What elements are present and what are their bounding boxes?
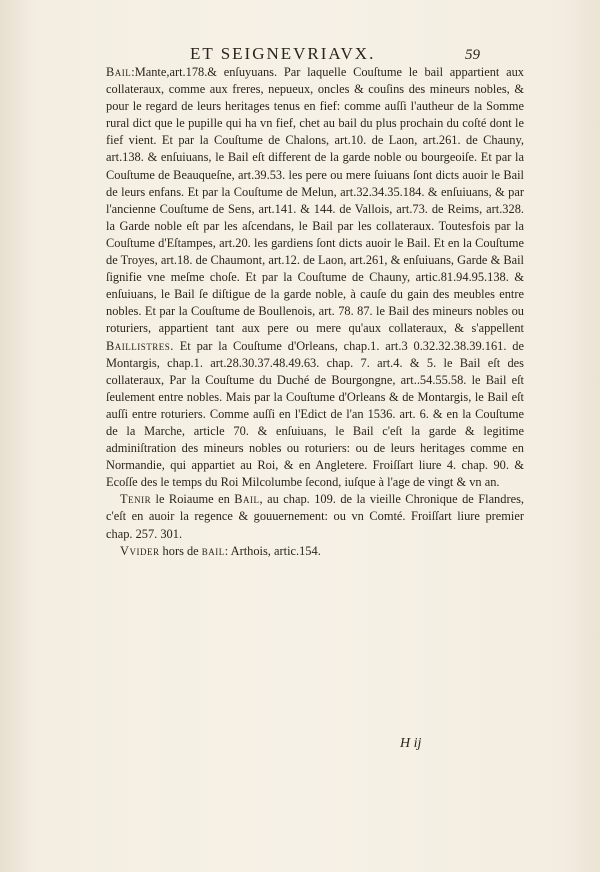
body-text [106, 64, 524, 560]
running-head: ET SEIGNEVRIAVX. [190, 44, 376, 63]
lead-word: Tenir [120, 492, 152, 507]
paragraph-text-cont: : Arthois, artic.154. [224, 543, 321, 558]
paragraph-text: le Roiaume en [151, 492, 235, 507]
paragraph-text: :Mante,art.178.& enſuyuans. Par laquelle Couſtume le bail appartient aux collateraux, comme aux freres, nepueux, oncles & couſins des mineurs nobles, & pour le regard de leurs heritages tenus en fief: comme auſſi l'autheur de la Somme rural dict que le pupille qui ha vn fief, chet au bail du plus prochain du coſté dont le fief vient. Et par la Couſtume de Chalons, art.10. de Laon, art.261. de Chauny, art.138. & enſuiuans, le Bail eſt different de la garde noble ou bourgeoiſe. Et par la Couſtume de Beauqueſne, art.39.53. les pere ou mere ſuiuans ſont dicts auoir le Bail de leurs enfans. Et par la Couſtume de Melun, art.32.34.35.184. & enſuiuans, & par l'ancienne Couſtume de Sens, art.141. & 144. de Vallois, art.73. de Reims, art.328. la Garde noble eſt par les aſcendans, le Bail par les collateraux. Toutesfois par la Couſtume d'Eſtampes, art.20. les gardiens ſont dicts auoir le Bail. Et en la Couſtume de Troyes, art.18. de Chaumont, art.12. de Laon, art.261, & enſuiuans, Garde & Bail ſignifie vne meſme choſe. Et par la Couſtume de Chauny, artic.81.94.95.138. & enſuiuans, le Bail ſe diſtigue de la garde noble, à cauſe du gain des meubles entre nobles. Et par la Couſtume de Boullenois, art. 78. 87. le Bail des mineurs nobles ou roturiers, appartient tant aux pere ou mere qu'aux collateraux, & s'appellent [106, 65, 524, 336]
term-word: bail [201, 543, 225, 558]
term-word: Bail [234, 492, 260, 507]
lead-word: Vvider [120, 543, 160, 558]
paragraph-vvider [106, 543, 524, 560]
paragraph-tenir [106, 491, 524, 542]
paragraph-text-cont: Et par la Couſtume d'Orleans, chap.1. art.3 0.32.32.38.39.161. de Montargis, chap.1. art.28.30.37.48.49.63. chap. 7. art.4. & 5. le Bail eſt des collateraux, Par la Couſtume du Duché de Bourgongne, art..54.55.58. le Bail eſt ſeulement entre nobles. Mais par la Couſtume d'Orleans & de Montargis, le Bail eſt auſſi entre roturiers. Comme auſſi en l'Edict de l'an 1536. art. 6. & en la Couſtume de la Marche, article 70. & enſuiuans, le Bail c'eſt la garde & legitime adminiſtration des mineurs nobles ou roturiers: ou de leurs heritages comme en Normandie, qui appartiet au Roi, & en Angletere. Froiſſart liure 4. chap. 90. & Ecoſſe des le temps du Roi Milcolumbe ſecond, iuſque à l'age de vingt & vn an. [106, 338, 524, 490]
lead-word: Bail [106, 65, 132, 79]
paragraph-text-cont: , au chap. 109. de la vieille Chronique de Flandres, c'eſt en auoir la regence & gouuernement: ou vn Comté. Froiſſart liure premier chap. 257. 301. [106, 492, 524, 541]
page-number: 59 [465, 47, 480, 63]
paragraph-text: hors de [159, 543, 202, 558]
signature-mark: H ij [400, 736, 422, 751]
term-word: Baillistres. [106, 338, 174, 353]
paragraph-bail-definition [106, 64, 524, 491]
page-header [190, 44, 480, 64]
